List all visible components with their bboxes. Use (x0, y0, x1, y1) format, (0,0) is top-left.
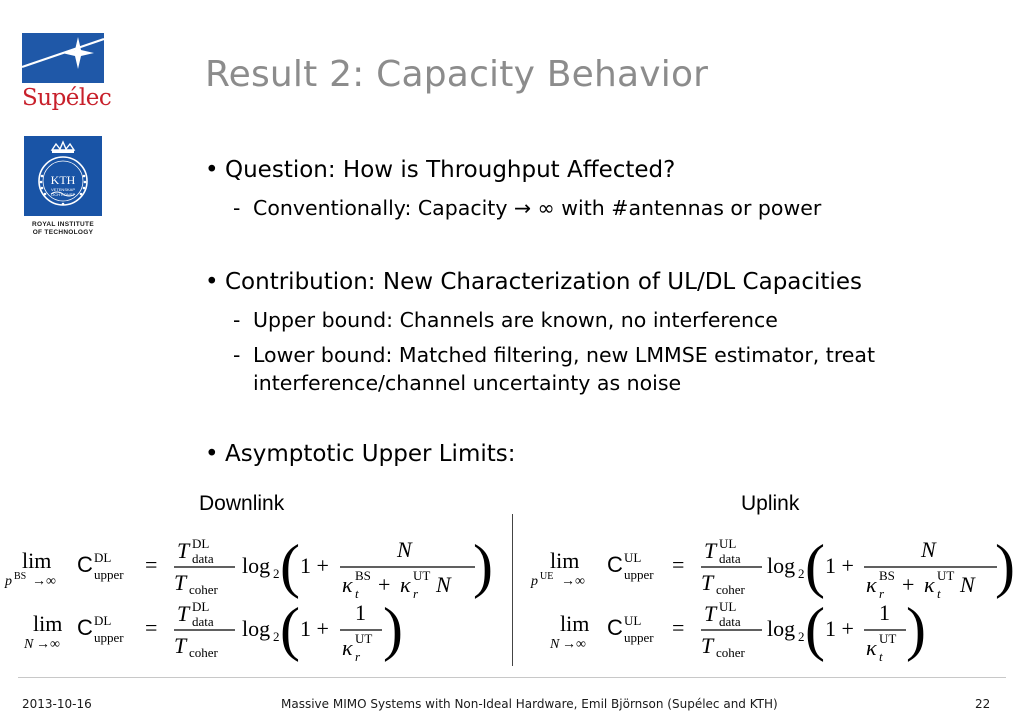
svg-text:1: 1 (879, 600, 890, 625)
svg-text:log: log (767, 553, 796, 578)
svg-text:UT: UT (879, 631, 897, 646)
svg-text:N: N (960, 572, 975, 597)
svg-text:DL: DL (192, 536, 210, 551)
svg-text:t: t (937, 586, 941, 601)
svg-text:T: T (177, 538, 190, 563)
svg-text:UT: UT (413, 568, 431, 583)
svg-text:N: N (550, 637, 560, 652)
bullet-text: Contribution: New Characterization of UL/DL Capacities (225, 269, 862, 295)
sub-bullet-text: Conventionally: Capacity → ∞ with #antennas or power (253, 196, 822, 220)
svg-text:T: T (704, 601, 717, 626)
sub-bullet-lower-bound (233, 341, 875, 369)
bullet-dot-icon: • (205, 269, 219, 295)
bullet-contribution (205, 269, 862, 295)
svg-text:T: T (701, 633, 714, 658)
svg-text:data: data (719, 614, 741, 629)
slide-title: Result 2: Capacity Behavior (205, 54, 709, 95)
kth-emblem-subtext-1: VETENSKAP (50, 187, 76, 192)
equation-block (0, 510, 1023, 675)
svg-text:upper: upper (94, 630, 124, 645)
svg-text:coher: coher (189, 582, 218, 597)
svg-text:log: log (242, 553, 271, 578)
svg-text:DL: DL (192, 599, 210, 614)
svg-text:): ) (906, 596, 926, 662)
svg-text:κ: κ (342, 572, 353, 597)
footer-page-number: 22 (975, 697, 991, 711)
svg-text:): ) (473, 533, 493, 599)
svg-text:1 +: 1 + (300, 553, 329, 578)
bullet-text: Asymptotic Upper Limits: (225, 441, 516, 467)
svg-text:t: t (355, 586, 359, 601)
svg-text:UT: UT (937, 568, 955, 583)
svg-text:r: r (355, 649, 361, 664)
svg-text:data: data (192, 551, 214, 566)
footer-title: Massive MIMO Systems with Non-Ideal Hardware, Emil Björnson (Supélec and KTH) (281, 697, 778, 711)
svg-text:1 +: 1 + (825, 616, 854, 641)
kth-emblem-icon (24, 136, 102, 216)
equation-ul-antennas (549, 596, 926, 664)
svg-text:κ: κ (342, 635, 353, 660)
svg-text:lim: lim (22, 548, 52, 573)
svg-text:→∞: →∞ (36, 637, 60, 652)
svg-text:T: T (704, 538, 717, 563)
svg-text:DL: DL (94, 550, 112, 565)
svg-text:lim: lim (33, 611, 63, 636)
svg-text:r: r (413, 586, 419, 601)
bullet-dot-icon: • (205, 157, 219, 183)
kth-caption (20, 221, 106, 237)
svg-text:data: data (719, 551, 741, 566)
svg-text:T: T (701, 570, 714, 595)
svg-text:1 +: 1 + (300, 616, 329, 641)
downlink-label: Downlink (199, 492, 285, 515)
svg-text:lim: lim (560, 611, 590, 636)
svg-text:upper: upper (94, 567, 124, 582)
svg-text:C: C (607, 615, 623, 640)
svg-text:log: log (767, 616, 796, 641)
svg-text:(: ( (805, 596, 825, 662)
svg-text:=: = (672, 615, 685, 640)
svg-text:DL: DL (94, 613, 112, 628)
svg-text:C: C (77, 552, 93, 577)
svg-text:κ: κ (866, 572, 877, 597)
svg-text:=: = (672, 552, 685, 577)
svg-text:UT: UT (355, 631, 373, 646)
svg-text:2: 2 (798, 629, 805, 644)
svg-text:coher: coher (716, 645, 745, 660)
svg-text:T: T (177, 601, 190, 626)
svg-text:coher: coher (189, 645, 218, 660)
svg-text:N: N (397, 537, 412, 562)
sub-bullet-lower-bound-cont: interference/channel uncertainty as noise (253, 371, 682, 395)
dash-icon: - (233, 308, 241, 332)
svg-text:C: C (77, 615, 93, 640)
svg-text:data: data (192, 614, 214, 629)
bullet-dot-icon: • (205, 441, 219, 467)
kth-caption-line-2: OF TECHNOLOGY (32, 229, 94, 236)
svg-text:upper: upper (624, 567, 654, 582)
svg-text:(: ( (805, 533, 825, 599)
footer-date: 2013-10-16 (22, 697, 92, 711)
bullet-asymptotic (205, 441, 516, 467)
svg-text:): ) (995, 533, 1015, 599)
equation-ul-power (530, 533, 1015, 601)
dash-icon: - (233, 343, 241, 367)
svg-text:UE: UE (540, 571, 554, 582)
svg-text:κ: κ (400, 572, 411, 597)
svg-text:2: 2 (798, 566, 805, 581)
footer-divider (18, 677, 1006, 678)
svg-text:2: 2 (273, 629, 280, 644)
svg-text:upper: upper (624, 630, 654, 645)
svg-text:N: N (24, 637, 34, 652)
svg-text:κ: κ (866, 635, 877, 660)
svg-text:N: N (921, 537, 936, 562)
svg-text:t: t (879, 649, 883, 664)
svg-text:=: = (145, 552, 158, 577)
sub-bullet-conventionally (233, 194, 821, 222)
svg-text:BS: BS (879, 568, 895, 583)
svg-text:BS: BS (14, 571, 27, 582)
svg-text:N: N (436, 572, 451, 597)
dash-icon: - (233, 196, 241, 220)
supelec-star-icon (22, 33, 104, 83)
svg-text:→∞: →∞ (561, 574, 585, 589)
svg-text:1 +: 1 + (825, 553, 854, 578)
svg-text:2: 2 (273, 566, 280, 581)
svg-text:log: log (242, 616, 271, 641)
svg-text:→∞: →∞ (562, 637, 586, 652)
supelec-logo (22, 33, 112, 113)
svg-text:T: T (174, 633, 187, 658)
bullet-text: Question: How is Throughput Affected? (225, 157, 676, 183)
svg-text:C: C (607, 552, 623, 577)
supelec-wordmark: Supélec (22, 85, 112, 111)
kth-logo (24, 136, 102, 240)
sub-bullet-text: Upper bound: Channels are known, no interference (253, 308, 778, 332)
svg-text:UL: UL (624, 550, 642, 565)
svg-text:p: p (5, 574, 12, 589)
svg-text:lim: lim (550, 548, 580, 573)
svg-text:UL: UL (624, 613, 642, 628)
svg-text:→∞: →∞ (32, 574, 56, 589)
sub-bullet-text: Lower bound: Matched filtering, new LMMSE estimator, treat (253, 343, 876, 367)
svg-text:=: = (145, 615, 158, 640)
svg-text:UL: UL (719, 599, 737, 614)
kth-emblem-subtext-2: OCH KONST (51, 192, 75, 197)
svg-text:): ) (383, 596, 403, 662)
svg-text:T: T (174, 570, 187, 595)
svg-text:+: + (902, 572, 915, 597)
svg-text:BS: BS (355, 568, 371, 583)
svg-text:r: r (879, 586, 885, 601)
svg-text:(: ( (280, 533, 300, 599)
svg-text:coher: coher (716, 582, 745, 597)
bullet-question (205, 157, 675, 183)
svg-text:+: + (378, 572, 391, 597)
uplink-label: Uplink (741, 492, 800, 515)
svg-text:UL: UL (719, 536, 737, 551)
equation-dl-antennas (23, 596, 403, 664)
kth-emblem-text: KTH (50, 173, 76, 187)
equation-dl-power (4, 533, 493, 601)
svg-text:κ: κ (924, 572, 935, 597)
svg-text:1: 1 (355, 600, 366, 625)
svg-text:(: ( (280, 596, 300, 662)
svg-text:p: p (531, 574, 538, 589)
kth-caption-line-1: ROYAL INSTITUTE (32, 221, 94, 228)
sub-bullet-upper-bound (233, 306, 778, 334)
